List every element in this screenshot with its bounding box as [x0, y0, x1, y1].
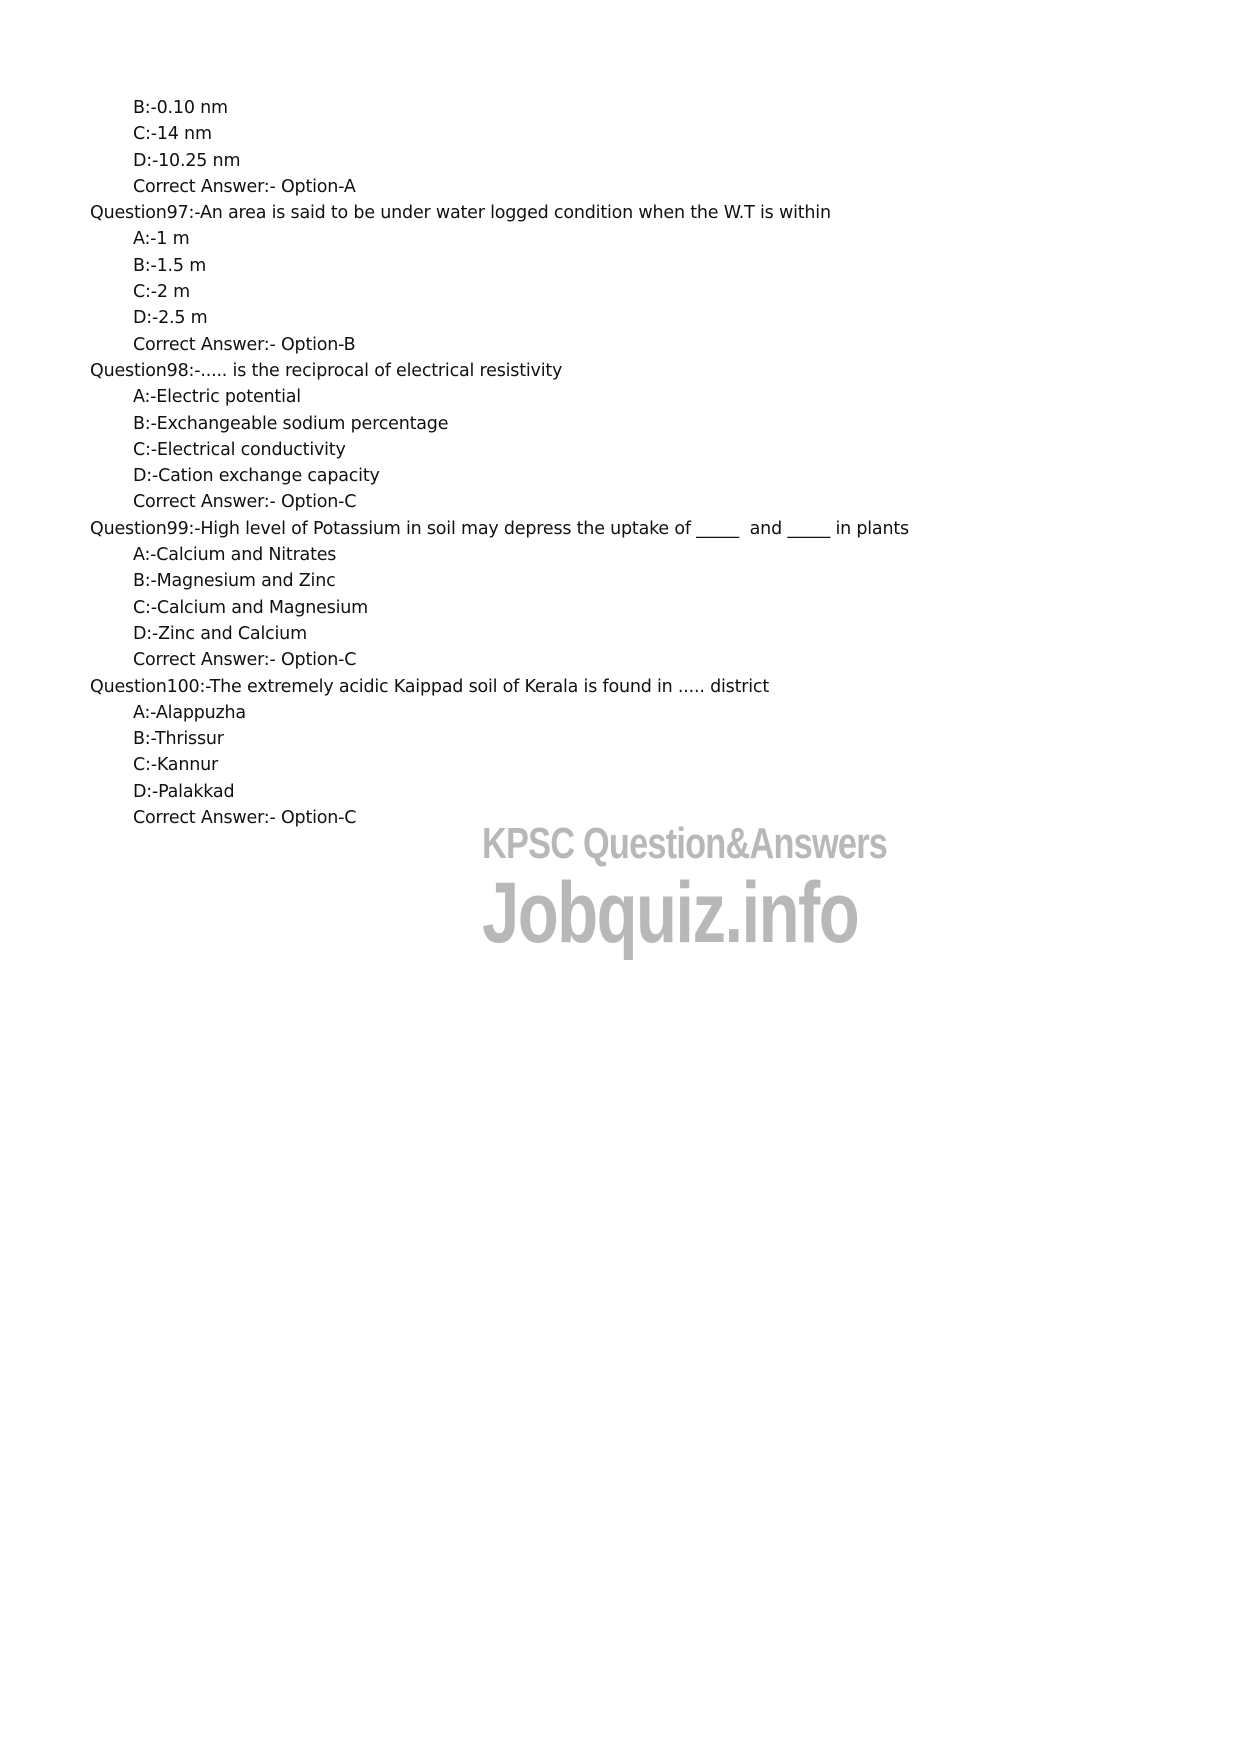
watermark [482, 819, 888, 961]
option-line: B:-1.5 m [133, 255, 207, 276]
correct-answer-line: Correct Answer:- Option-C [133, 492, 357, 513]
option-line: C:-2 m [133, 282, 190, 303]
option-line: D:-10.25 nm [133, 150, 241, 171]
question-line: Question97:-An area is said to be under water logged condition when the W.T is within [90, 203, 831, 224]
question-line: Question100:-The extremely acidic Kaippad soil of Kerala is found in ..... district [90, 676, 769, 697]
option-line: C:-Electrical conductivity [133, 439, 346, 460]
option-line: B:-Magnesium and Zinc [133, 571, 336, 592]
correct-answer-line: Correct Answer:- Option-A [133, 176, 356, 197]
correct-answer-line: Correct Answer:- Option-C [133, 650, 357, 671]
correct-answer-line: Correct Answer:- Option-C [133, 808, 357, 829]
option-line: D:-2.5 m [133, 308, 208, 329]
question-list [90, 95, 1150, 831]
correct-answer-line: Correct Answer:- Option-B [133, 334, 356, 355]
watermark-subtitle: KPSC Question&Answers [482, 819, 888, 868]
watermark-title: Jobquiz.info [482, 865, 859, 961]
option-line: C:-14 nm [133, 124, 212, 145]
option-line: A:-Calcium and Nitrates [133, 545, 337, 566]
option-line: B:-Exchangeable sodium percentage [133, 413, 449, 434]
option-line: B:-Thrissur [133, 729, 224, 750]
option-line: A:-Electric potential [133, 387, 301, 408]
option-line: B:-0.10 nm [133, 98, 228, 118]
option-line: C:-Kannur [133, 755, 218, 776]
question-line: Question98:-..... is the reciprocal of electrical resistivity [90, 360, 563, 381]
question-line: Question99:-High level of Potassium in soil may depress the uptake of _____ and _____ in plants [90, 518, 909, 539]
option-line: D:-Palakkad [133, 781, 235, 802]
option-line: C:-Calcium and Magnesium [133, 597, 369, 618]
option-line: A:-1 m [133, 229, 190, 250]
option-line: D:-Cation exchange capacity [133, 466, 380, 487]
option-line: A:-Alappuzha [133, 702, 246, 723]
option-line: D:-Zinc and Calcium [133, 623, 307, 644]
